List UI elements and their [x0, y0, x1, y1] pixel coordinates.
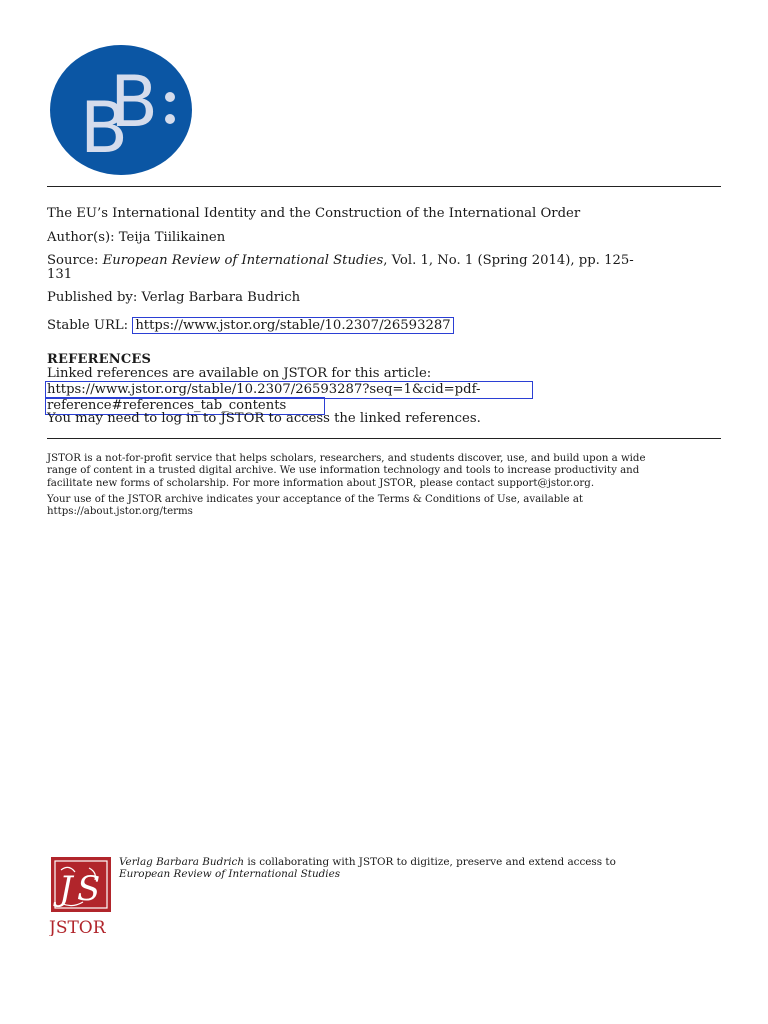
terms-paragraph: Your use of the JSTOR archive indicates your acceptance of the Terms & Conditions of Use, available at https://about.jstor.org/terms: [47, 494, 727, 519]
header-divider: [47, 186, 721, 187]
jstor-notice-paragraph: JSTOR is a not-for-profit service that helps scholars, researchers, and students discover, use, and build upon a wide range of content in a trusted digital archive. We use information technology and tools to increase productivity and facilitate new forms of scholarship. For more information about JSTOR, please contact support@jstor.org.: [47, 453, 646, 489]
notice-divider: [47, 438, 721, 439]
author-line: Author(s): Teija Tiilikainen: [47, 230, 226, 245]
references-url-line-2[interactable]: reference#references_tab_contents: [47, 398, 287, 413]
svg-text:J: J: [59, 869, 73, 909]
terms-link[interactable]: https://about.jstor.org/terms: [47, 506, 193, 518]
references-heading: REFERENCES: [47, 352, 152, 367]
references-login-note: You may need to log in to JSTOR to access the linked references.: [47, 411, 481, 426]
publisher-line: Published by: Verlag Barbara Budrich: [47, 290, 301, 305]
svg-text:S: S: [77, 869, 101, 909]
stable-url-line: Stable URL: https://www.jstor.org/stable/10.2307/26593287: [47, 318, 727, 334]
svg-text:B: B: [110, 61, 159, 143]
source-line-continued: 131: [47, 267, 73, 282]
source-line: Source: European Review of International Studies, Vol. 1, No. 1 (Spring 2014), pp. 125-: [47, 253, 634, 268]
references-intro: Linked references are available on JSTOR for this article:: [47, 366, 432, 381]
stable-url-link[interactable]: https://www.jstor.org/stable/10.2307/26593287: [132, 317, 453, 334]
footer-collaboration-text: Verlag Barbara Budrich is collaborating with JSTOR to digitize, preserve and extend access to European Review of International Studies: [119, 856, 616, 881]
jstor-logo-icon: [49, 856, 113, 936]
jstor-wordmark: JSTOR: [49, 918, 106, 936]
references-url-line-1[interactable]: https://www.jstor.org/stable/10.2307/26593287?seq=1&cid=pdf-: [47, 382, 481, 397]
publisher-bb-logo-icon: [50, 44, 196, 176]
svg-text:B: B: [80, 87, 129, 169]
article-title: The EU’s International Identity and the Construction of the International Order: [47, 206, 581, 221]
